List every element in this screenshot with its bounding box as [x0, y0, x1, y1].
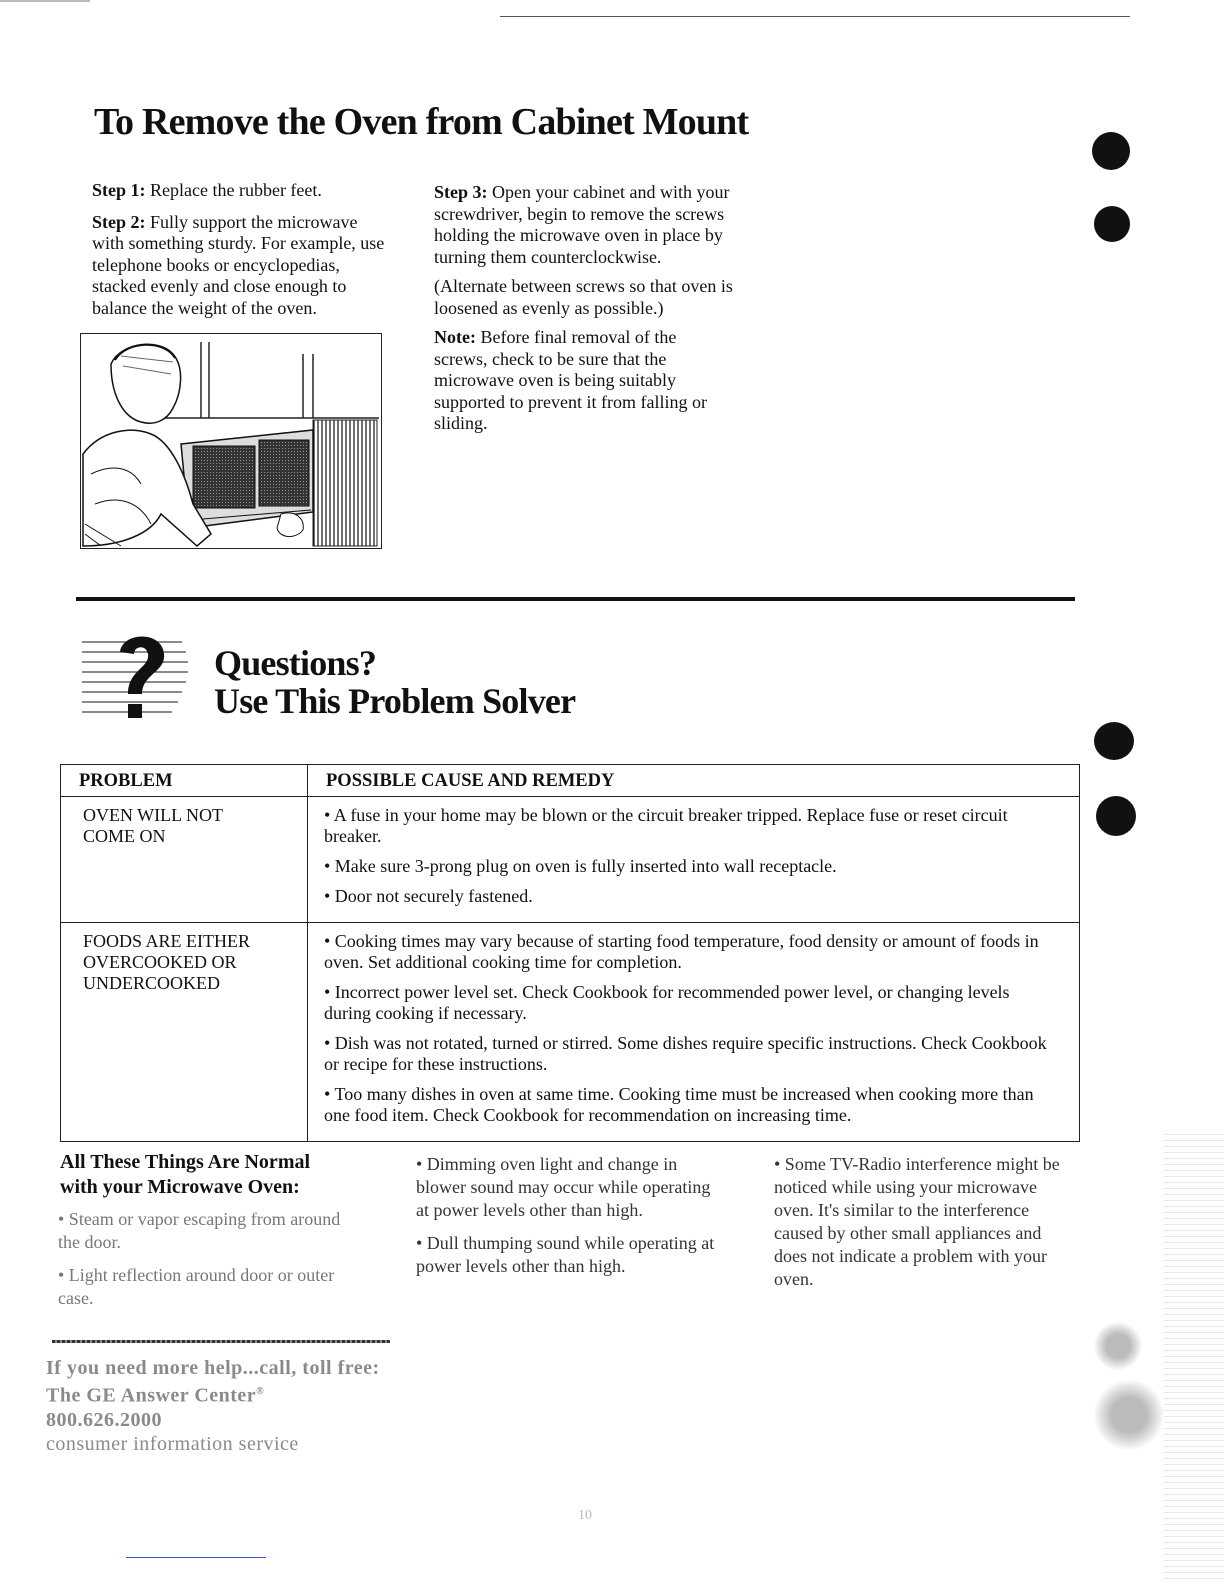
help-contact-block — [46, 1356, 380, 1456]
steps-left-column — [92, 180, 392, 329]
problem-column-header: PROBLEM — [61, 765, 308, 797]
oven-removal-illustration — [80, 333, 382, 549]
answer-center-line: The GE Answer Center® — [46, 1384, 265, 1407]
question-mark-icon — [82, 622, 192, 734]
remedy-cell: • A fuse in your home may be blown or the circuit breaker tripped. Replace fuse or reset circuit breaker. • Make sure 3-prong plug on oven is fully inserted into wall receptacle. • Door not securely fastened. — [308, 797, 1080, 923]
table-row — [61, 797, 1080, 923]
remedy-column-header: POSSIBLE CAUSE AND REMEDY — [308, 765, 1080, 797]
top-rule — [500, 16, 1130, 17]
person-removing-oven-drawing — [81, 334, 381, 548]
list-item: • Some TV-Radio interference might be noticed while using your microwave oven. It's similar to the interference caused by other small appliances and does not indicate a problem with your oven. — [774, 1154, 1060, 1289]
normal-list-column-1 — [58, 1208, 358, 1320]
list-item: • Dull thumping sound while operating at power levels other than high. — [416, 1233, 715, 1276]
bottom-blue-line — [126, 1557, 266, 1558]
help-call-line: If you need more help...call, toll free: — [46, 1357, 380, 1379]
normal-things-title: All These Things Are Normal with your Microwave Oven: — [60, 1151, 311, 1198]
normal-list-column-2 — [416, 1153, 716, 1288]
binder-hole-mark — [1094, 722, 1134, 760]
problem-solver-title: Questions? Use This Problem Solver — [214, 643, 576, 721]
table-row — [61, 923, 1080, 1142]
alternate-note: (Alternate between screws so that oven is loosened as evenly as possible.) — [434, 276, 733, 318]
problem-cell: FOODS ARE EITHER OVERCOOKED OR UNDERCOOKED — [61, 923, 308, 1142]
scan-edge-mark — [0, 0, 90, 2]
page-number: 10 — [578, 1508, 592, 1523]
faint-hole-mark — [1094, 1322, 1142, 1370]
steps-right-column — [434, 182, 734, 445]
binder-hole-mark — [1092, 132, 1130, 170]
scan-noise-edge — [1164, 1130, 1224, 1584]
page-title: To Remove the Oven from Cabinet Mount — [94, 101, 749, 143]
normal-list-column-3 — [774, 1153, 1070, 1301]
binder-hole-mark — [1096, 796, 1136, 836]
service-line: consumer information service — [46, 1432, 299, 1455]
trademark-mark: ® — [256, 1386, 265, 1397]
remedy-cell: • Cooking times may vary because of starting food temperature, food density or amount of foods in oven. Set additional cooking time for completion. • Incorrect power level set. Check Cookbook for recommended power level, or changing levels during cooking if necessary. • Dish was not rotated, turned or stirred. Some dishes require specific instructions. Check Cookbook or recipe for these instructions. • Too many dishes in oven at same time. Cooking time must be increased when cooking more than one food item. Check Cookbook for recommendation on increasing time. — [308, 923, 1080, 1142]
faint-hole-mark — [1094, 1380, 1164, 1450]
binder-hole-mark — [1094, 206, 1130, 242]
section-divider — [76, 597, 1075, 601]
problem-cell: OVEN WILL NOT COME ON — [61, 797, 308, 923]
phone-number: 800.626.2000 — [46, 1408, 162, 1431]
table-header-row — [61, 765, 1080, 797]
list-item: • Dimming oven light and change in blower sound may occur while operating at power levels other than high. — [416, 1154, 711, 1220]
step-3: Step 3: Open your cabinet and with your screwdriver, begin to remove the screws holding the microwave oven in place by turning them counterclockwise. — [434, 182, 730, 267]
problem-solver-table — [60, 764, 1080, 1142]
list-item: • Steam or vapor escaping from around the door. — [58, 1209, 341, 1252]
list-item: • Light reflection around door or outer case. — [58, 1265, 335, 1308]
safety-note: Note: Before final removal of the screws, check to be sure that the microwave oven is being suitably supported to prevent it from falling or sliding. — [434, 327, 707, 433]
step-1: Step 1: Replace the rubber feet. — [92, 180, 322, 200]
help-separator — [52, 1340, 390, 1343]
step-2: Step 2: Fully support the microwave with something sturdy. For example, use telephone books or encyclopedias, stacked evenly and close enough to balance the weight of the oven. — [92, 211, 385, 318]
